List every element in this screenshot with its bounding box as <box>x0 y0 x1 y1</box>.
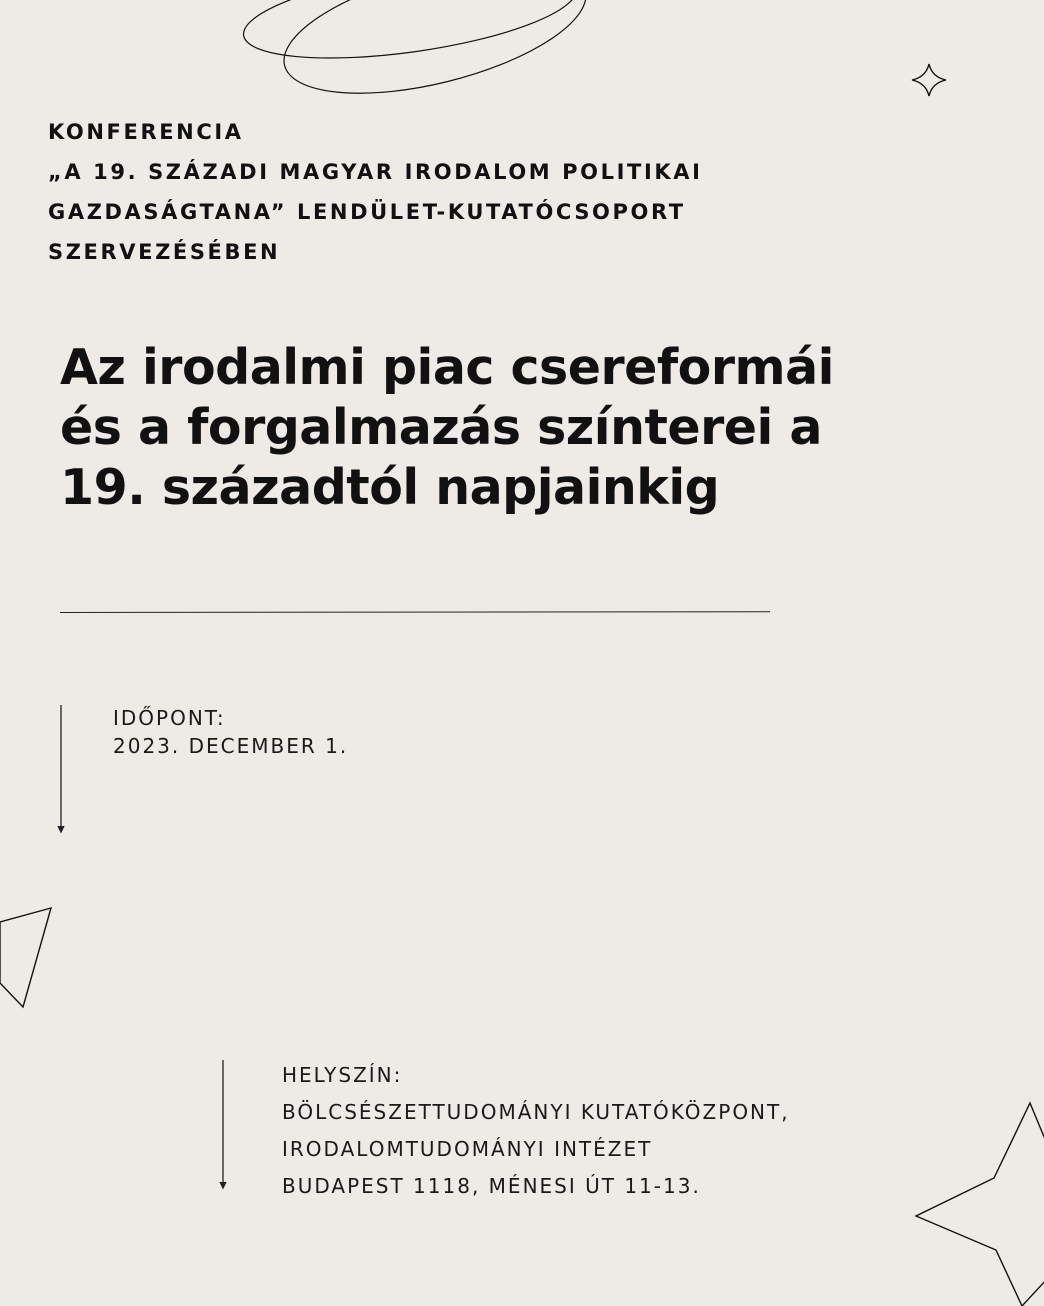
location-info <box>282 1057 790 1205</box>
orbit-rings-icon <box>238 0 599 119</box>
header-line: SZERVEZÉSÉBEN <box>48 240 281 264</box>
location-line: IRODALOMTUDOMÁNYI INTÉZET <box>282 1137 653 1161</box>
date-label: IDŐPONT: <box>113 706 226 730</box>
header-line: KONFERENCIA <box>48 120 244 144</box>
title-line: Az irodalmi piac csereformái <box>60 339 834 396</box>
date-value: 2023. DECEMBER 1. <box>113 734 349 758</box>
title-line: 19. századtól napjainkig <box>60 459 720 516</box>
header-line: GAZDASÁGTANA” LENDÜLET-KUTATÓCSOPORT <box>48 200 686 224</box>
conference-header <box>48 112 768 272</box>
date-arrow-icon <box>58 705 64 832</box>
sparkle-star-icon <box>912 64 946 96</box>
triangle-outline-icon <box>0 908 51 1007</box>
date-info <box>113 704 348 760</box>
location-line: BÖLCSÉSZETTUDOMÁNYI KUTATÓKÖZPONT, <box>282 1100 790 1124</box>
large-star-outline-icon <box>916 1103 1044 1306</box>
location-line: BUDAPEST 1118, MÉNESI ÚT 11-13. <box>282 1174 701 1198</box>
location-arrow-icon <box>220 1060 226 1188</box>
title-line: és a forgalmazás színterei a <box>60 399 822 456</box>
page-title <box>60 338 960 518</box>
location-label: HELYSZÍN: <box>282 1063 403 1087</box>
header-line: „A 19. SZÁZADI MAGYAR IRODALOM POLITIKAI <box>48 160 703 184</box>
